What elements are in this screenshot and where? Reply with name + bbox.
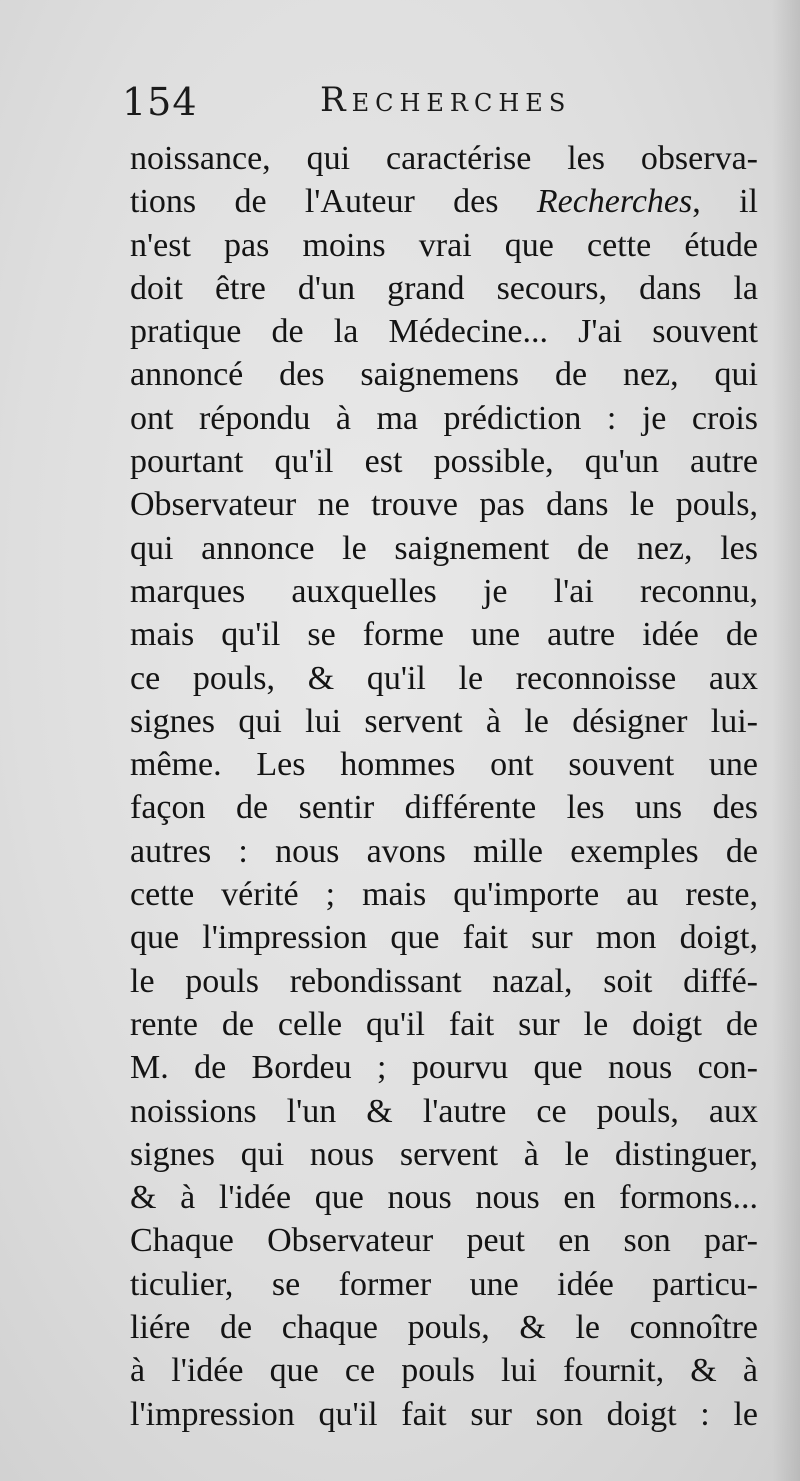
text-line: signes qui lui servent à le désigner lui-	[130, 702, 758, 740]
text-line: & à l'idée que nous nous en formons...	[130, 1179, 758, 1217]
text-line: qui annonce le saignement de nez, les	[130, 529, 758, 567]
text-line: ont répondu à ma prédiction : je crois	[130, 399, 758, 437]
text-line: façon de sentir différente les uns des	[130, 789, 758, 827]
text-line-part: tions de l'Auteur des Recherches, il	[130, 183, 758, 221]
text-line: rente de celle qu'il fait sur le doigt de	[130, 1005, 758, 1043]
text-line: liére de chaque pouls, & le connoître	[130, 1309, 758, 1347]
text-line: cette vérité ; mais qu'importe au reste,	[130, 876, 758, 914]
text-line: signes qui nous servent à le distinguer,	[130, 1135, 758, 1173]
text-line: autres : nous avons mille exemples de	[130, 832, 758, 870]
text-line: même. Les hommes ont souvent une	[130, 746, 758, 784]
page-edge-shadow	[772, 0, 800, 1481]
text-line: marques auxquelles je l'ai reconnu,	[130, 572, 758, 610]
text-line: à l'idée que ce pouls lui fournit, & à	[130, 1352, 758, 1390]
italic-title: Recherches	[536, 183, 693, 221]
text-line: mais qu'il se forme une autre idée de	[130, 616, 758, 654]
text-line: M. de Bordeu ; pourvu que nous con-	[130, 1049, 758, 1087]
text-line: le pouls rebondissant nazal, soit diffé-	[130, 962, 758, 1000]
text-line: pourtant qu'il est possible, qu'un autre	[130, 443, 758, 481]
text-line: n'est pas moins vrai que cette étude	[130, 226, 758, 264]
text-line: ce pouls, & qu'il le reconnoisse aux	[130, 659, 758, 697]
text-line: l'impression qu'il fait sur son doigt : le	[130, 1395, 758, 1433]
text-line: que l'impression que fait sur mon doigt,	[130, 919, 758, 957]
text-line: doit être d'un grand secours, dans la	[130, 269, 758, 307]
page-number: 154	[122, 80, 198, 124]
text-line: Chaque Observateur peut en son par-	[130, 1222, 758, 1260]
text-line: noissions l'un & l'autre ce pouls, aux	[130, 1092, 758, 1130]
running-head: Recherches	[320, 80, 572, 120]
body-text	[130, 137, 758, 1436]
text-line: Observateur ne trouve pas dans le pouls,	[130, 486, 758, 524]
text-line: annoncé des saignemens de nez, qui	[130, 356, 758, 394]
text-line: noissance, qui caractérise les observa-	[130, 140, 758, 177]
page-header	[122, 80, 622, 130]
text-line: pratique de la Médecine... J'ai souvent	[130, 313, 758, 351]
text-line	[130, 180, 758, 223]
text-line: ticulier, se former une idée particu-	[130, 1265, 758, 1303]
